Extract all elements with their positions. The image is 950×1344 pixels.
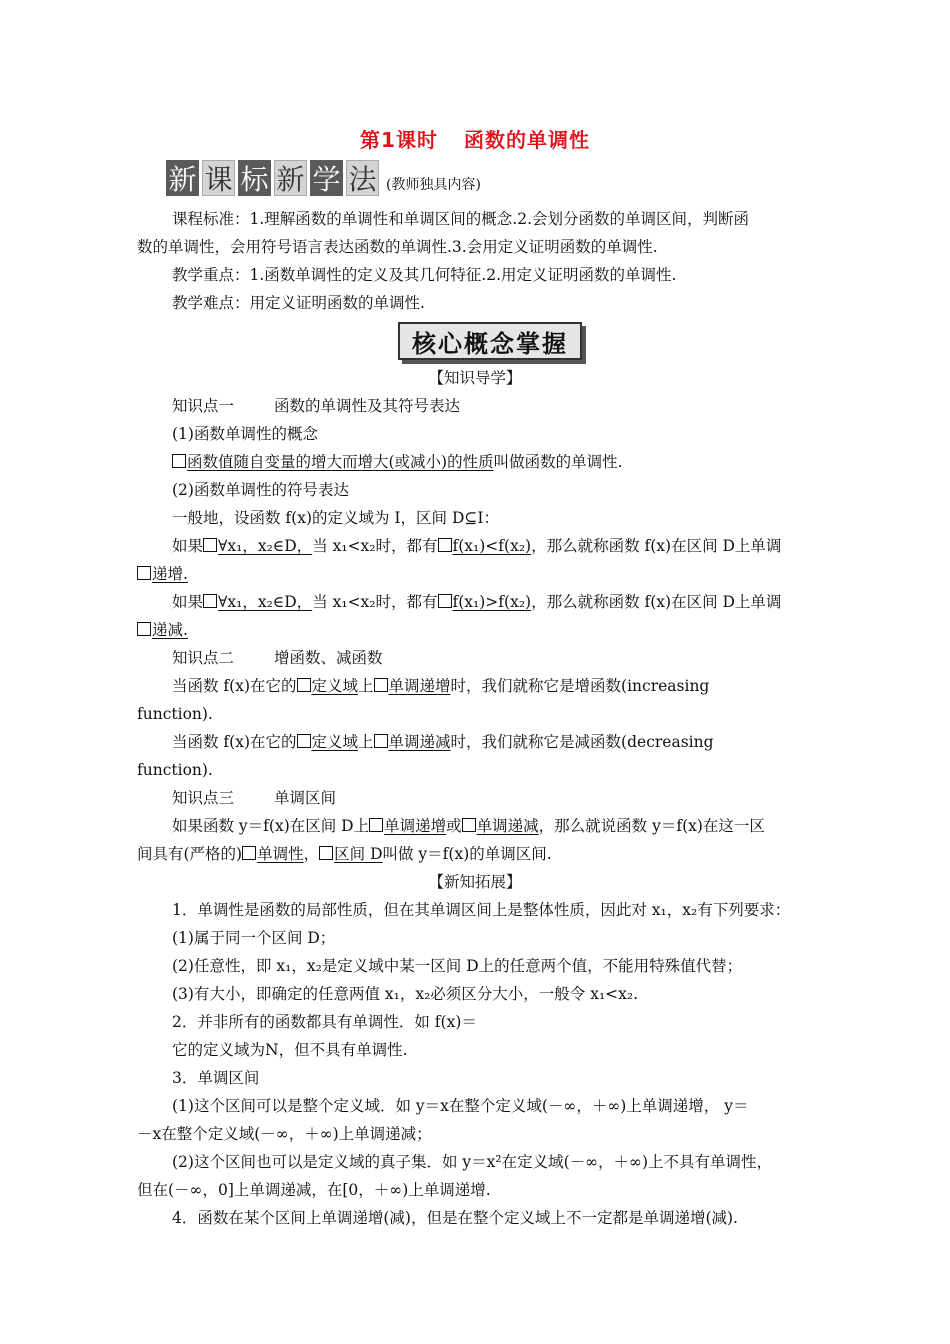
paragraph-line: 如果函数 y＝f(x)在区间 D上 单调递增或 单调递减，那么就说函数 y＝f(x)在这一区 bbox=[172, 817, 765, 835]
paragraph-line: 如果 ∀x₁，x₂∈D，当 x₁<x₂时，都有 f(x₁)>f(x₂)，那么就称函数 f(x)在区间 D上单调 bbox=[172, 593, 782, 611]
section-heading: 【新知拓展】 bbox=[428, 873, 522, 891]
paragraph-line: function). bbox=[137, 705, 213, 723]
fill-blank: 定义域 bbox=[297, 733, 359, 751]
fill-blank: 单调递增 bbox=[369, 817, 446, 835]
banner-char: 标 bbox=[238, 160, 271, 196]
paragraph-line: 4．函数在某个区间上单调递增(减)，但是在整个定义域上不一定都是单调递增(减). bbox=[172, 1209, 738, 1227]
paragraph-line: 它的定义域为N，但不具有单调性. bbox=[172, 1041, 408, 1059]
fill-blank: f(x₁)>f(x₂) bbox=[438, 593, 532, 611]
banner-char: 课 bbox=[202, 160, 235, 196]
fill-blank: ∀x₁，x₂∈D， bbox=[203, 593, 312, 611]
fill-blank: 递增. bbox=[137, 565, 188, 583]
fill-blank: 单调递减 bbox=[374, 733, 451, 751]
paragraph-line: (3)有大小，即确定的任意两值 x₁，x₂必须区分大小，一般令 x₁<x₂. bbox=[172, 985, 639, 1003]
banner-note: (教师独具内容) bbox=[386, 177, 481, 193]
kp-title: 单调区间 bbox=[274, 789, 337, 807]
paragraph-line: (2)函数单调性的符号表达 bbox=[172, 481, 349, 499]
fill-blank: 函数值随自变量的增大而增大(或减小)的性质 bbox=[172, 453, 494, 471]
paragraph-line: 函数值随自变量的增大而增大(或减小)的性质叫做函数的单调性. bbox=[172, 451, 623, 473]
section-banner bbox=[166, 156, 481, 196]
kp-label: 知识点三 bbox=[172, 789, 235, 807]
kp-label: 知识点二 bbox=[172, 649, 235, 667]
fill-blank: 区间 D bbox=[319, 845, 382, 863]
blank-box-icon bbox=[297, 678, 311, 692]
blank-box-icon bbox=[297, 734, 311, 748]
lesson-title bbox=[0, 124, 950, 153]
paragraph-line: 但在(－∞，0]上单调递减，在[0，＋∞)上单调递增. bbox=[137, 1181, 491, 1199]
paragraph-line: －x在整个定义域(－∞，＋∞)上单调递减； bbox=[137, 1125, 432, 1143]
banner-char: 新 bbox=[274, 160, 307, 196]
paragraph-line: 2．并非所有的函数都具有单调性．如 f(x)＝ bbox=[172, 1013, 477, 1031]
paragraph-line bbox=[137, 563, 188, 585]
paragraph-line: 1．单调性是函数的局部性质，但在其单调区间上是整体性质，因此对 x₁，x₂有下列要求： bbox=[172, 901, 791, 919]
kp-title: 增函数、减函数 bbox=[274, 649, 383, 667]
blank-box-icon bbox=[374, 734, 388, 748]
fill-blank: 单调递增 bbox=[374, 677, 451, 695]
paragraph-line: 当函数 f(x)在它的 定义域上 单调递减时，我们就称它是减函数(decreasing bbox=[172, 733, 714, 751]
paragraph-line: 间具有(严格的) 单调性， 区间 D叫做 y＝f(x)的单调区间. bbox=[137, 845, 552, 863]
paragraph-line bbox=[137, 619, 188, 641]
teaching-difficulty: 教学难点：用定义证明函数的单调性. bbox=[172, 294, 425, 312]
blank-box-icon bbox=[242, 846, 256, 860]
paragraph-line: 如果 ∀x₁，x₂∈D，当 x₁<x₂时，都有 f(x₁)<f(x₂)，那么就称函数 f(x)在区间 D上单调 bbox=[172, 537, 782, 555]
knowledge-point-heading bbox=[172, 647, 383, 669]
course-standard-line: 数的单调性，会用符号语言表达函数的单调性.3.会用定义证明函数的单调性. bbox=[137, 238, 658, 256]
paragraph-line: (1)这个区间可以是整个定义域．如 y＝x在整个定义域(－∞，＋∞)上单调递增， y＝ bbox=[172, 1097, 749, 1115]
blank-box-icon bbox=[462, 818, 476, 832]
banner-char: 新 bbox=[166, 160, 199, 196]
teaching-focus: 教学重点：1.函数单调性的定义及其几何特征.2.用定义证明函数的单调性. bbox=[172, 266, 677, 284]
paragraph-line: 3．单调区间 bbox=[172, 1069, 260, 1087]
section-heading: 【知识导学】 bbox=[428, 369, 522, 387]
paragraph-line: 当函数 f(x)在它的 定义域上 单调递增时，我们就称它是增函数(increasing bbox=[172, 677, 710, 695]
blank-box-icon bbox=[438, 594, 452, 608]
knowledge-point-heading bbox=[172, 395, 460, 417]
core-concept-heading: 核心概念掌握 bbox=[398, 322, 582, 360]
paragraph-line: function). bbox=[137, 761, 213, 779]
kp-title: 函数的单调性及其符号表达 bbox=[274, 397, 461, 415]
fill-blank: f(x₁)<f(x₂) bbox=[438, 537, 532, 555]
blank-box-icon bbox=[203, 538, 217, 552]
paragraph-line: 一般地，设函数 f(x)的定义域为 I，区间 D⊆I： bbox=[172, 509, 500, 527]
fill-blank: 定义域 bbox=[297, 677, 359, 695]
fill-blank: ∀x₁，x₂∈D， bbox=[203, 537, 312, 555]
blank-box-icon bbox=[438, 538, 452, 552]
paragraph-line: (1)函数单调性的概念 bbox=[172, 425, 318, 443]
blank-box-icon bbox=[374, 678, 388, 692]
course-standard-line: 课程标准：1.理解函数的单调性和单调区间的概念.2.会划分函数的单调区间，判断函 bbox=[172, 210, 750, 228]
fill-blank: 单调性 bbox=[242, 845, 304, 863]
knowledge-point-heading bbox=[172, 787, 336, 809]
blank-box-icon bbox=[172, 454, 186, 468]
blank-box-icon bbox=[137, 566, 151, 580]
lesson-topic: 函数的单调性 bbox=[463, 128, 590, 152]
paragraph-line: (2)任意性，即 x₁，x₂是定义域中某一区间 D上的任意两个值，不能用特殊值代替； bbox=[172, 957, 743, 975]
blank-box-icon bbox=[319, 846, 333, 860]
blank-box-icon bbox=[369, 818, 383, 832]
blank-box-icon bbox=[137, 622, 151, 636]
blank-box-icon bbox=[203, 594, 217, 608]
paragraph-line: (2)这个区间也可以是定义域的真子集．如 y＝x²在定义域(－∞，＋∞)上不具有单调性， bbox=[172, 1153, 773, 1171]
fill-blank: 单调递减 bbox=[462, 817, 539, 835]
fill-blank: 递减. bbox=[137, 621, 188, 639]
kp-label: 知识点一 bbox=[172, 397, 235, 415]
paragraph-line: (1)属于同一个区间 D； bbox=[172, 929, 336, 947]
banner-char: 法 bbox=[346, 160, 379, 196]
banner-char: 学 bbox=[310, 160, 343, 196]
lesson-number: 第1课时 bbox=[360, 128, 438, 152]
